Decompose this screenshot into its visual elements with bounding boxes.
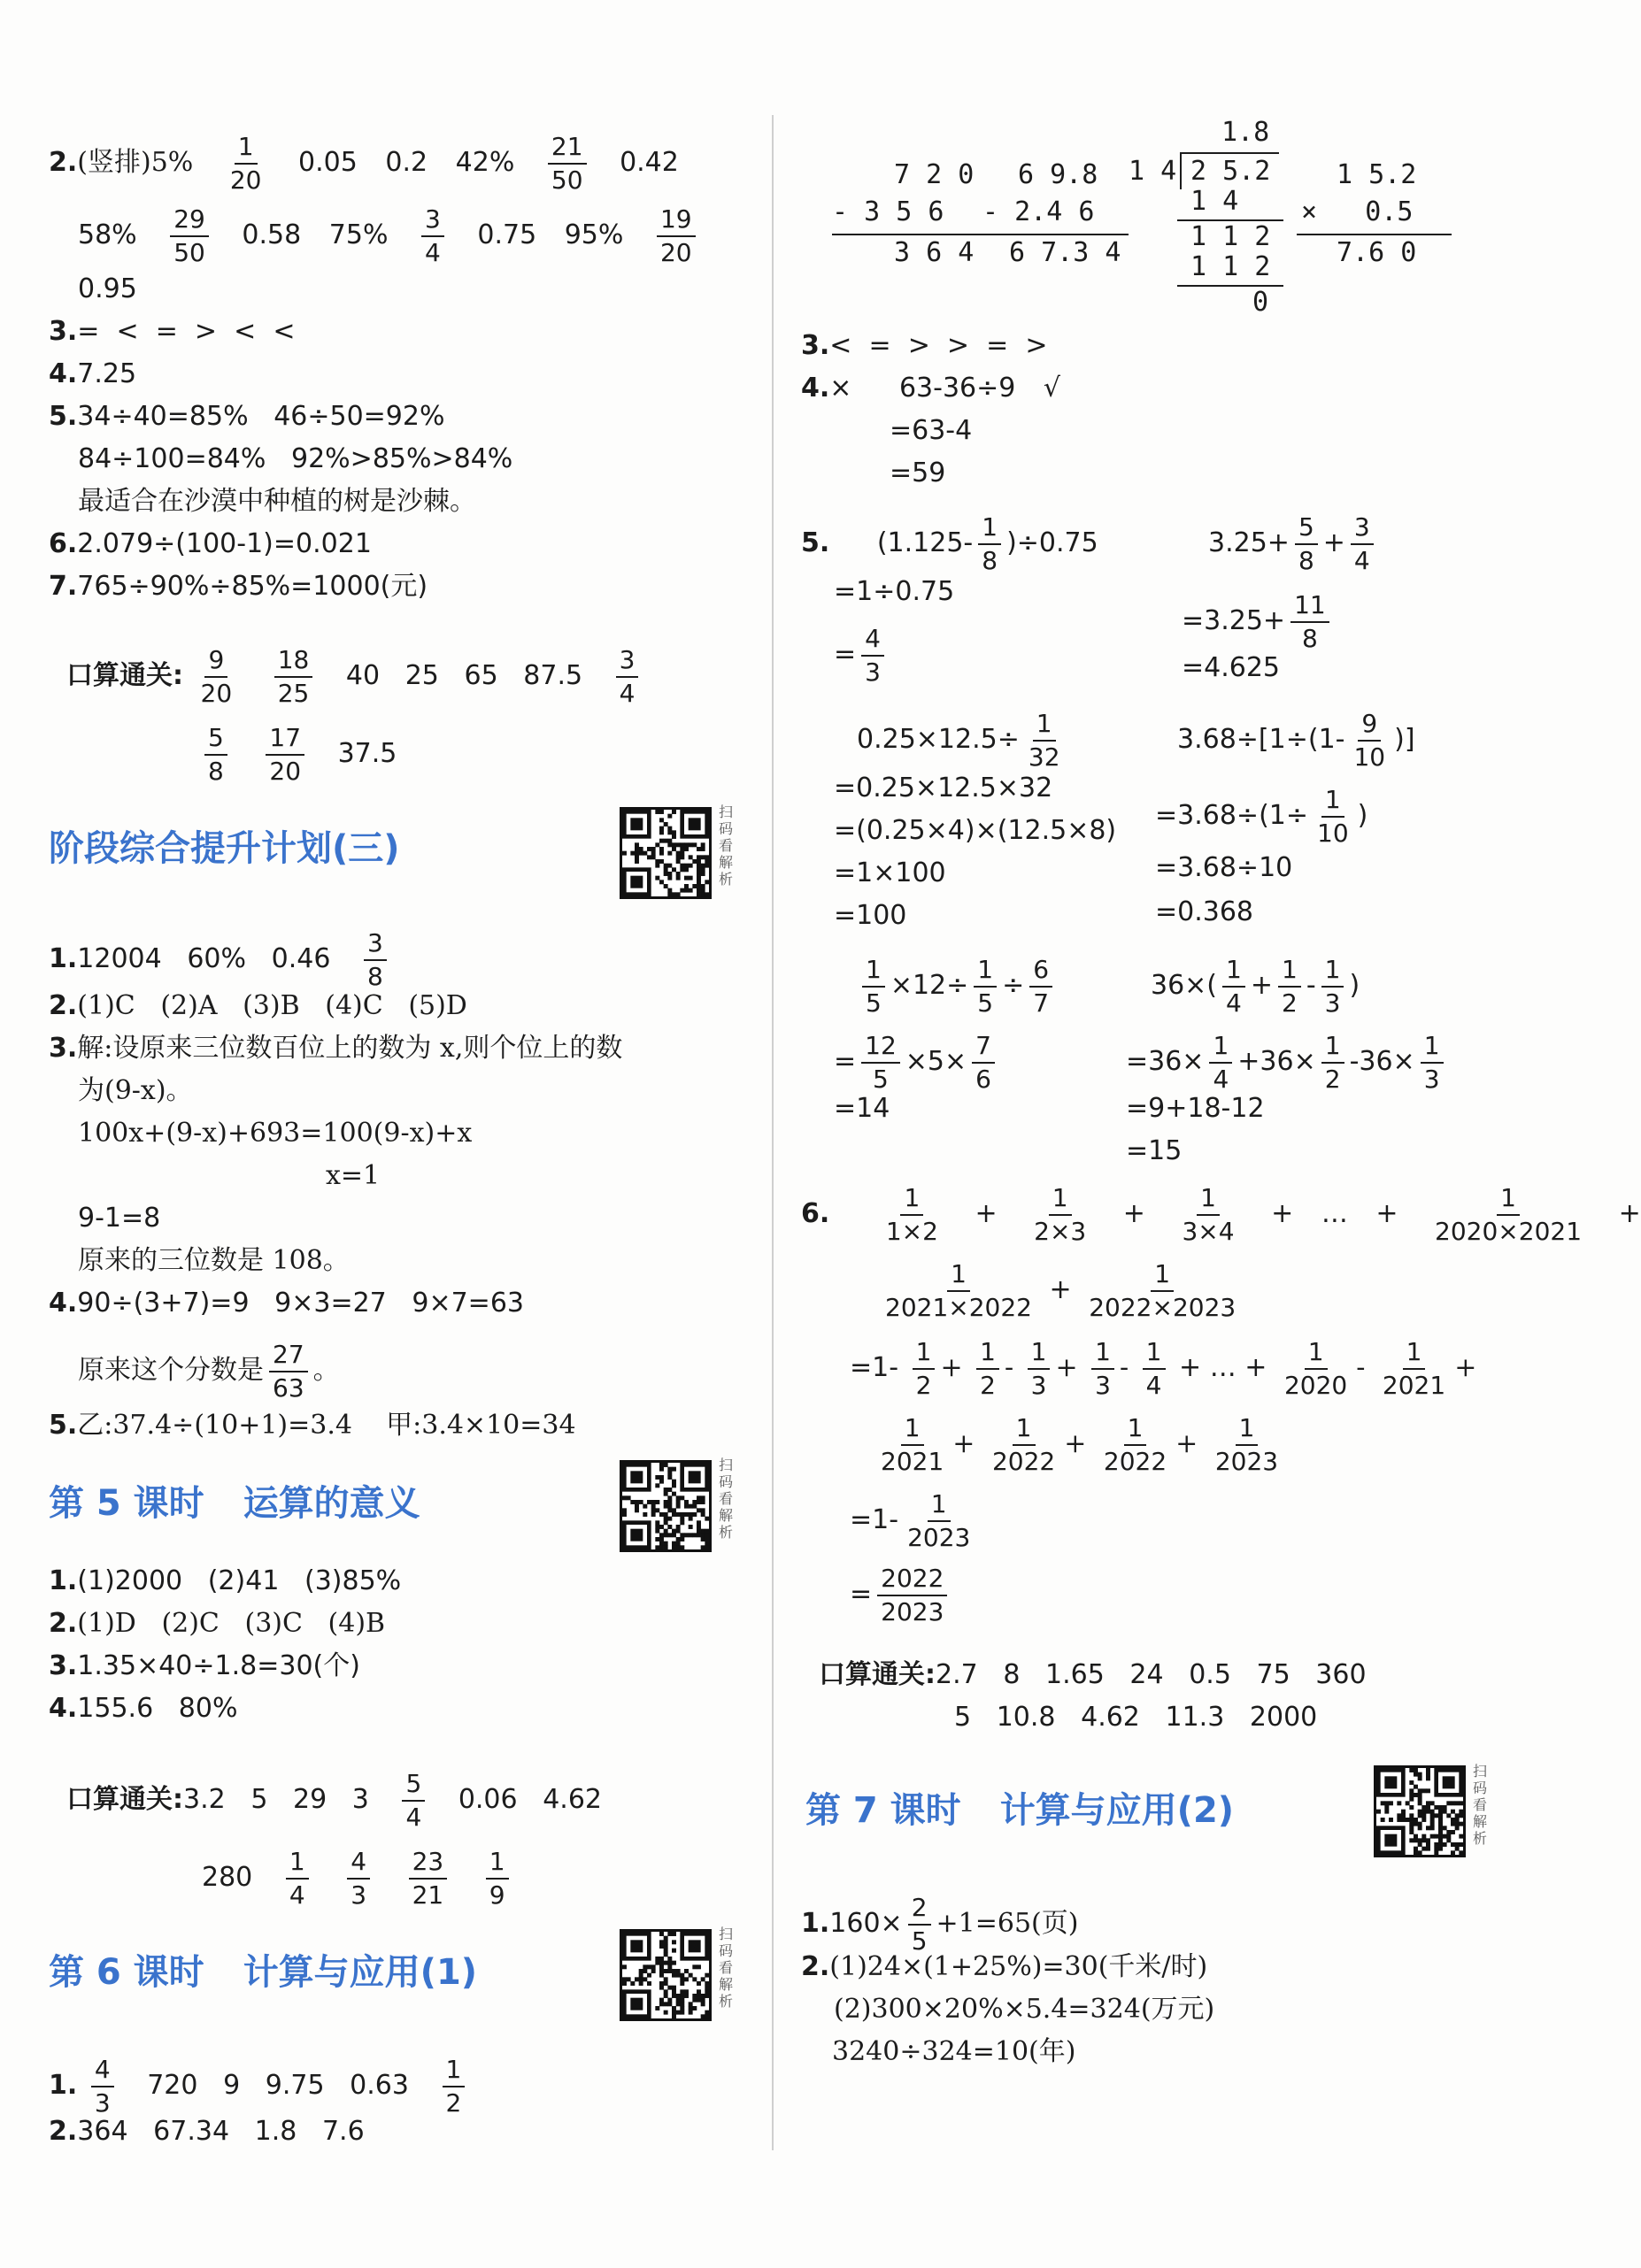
stage3-q3-l5: 9-1=8 bbox=[78, 1203, 161, 1234]
qr-code-icon[interactable] bbox=[1374, 1765, 1466, 1857]
lesson-number: 第 5 课时 bbox=[49, 1483, 204, 1524]
expr-text: - bbox=[1306, 970, 1316, 1001]
right-q5-e4-l2 bbox=[1155, 786, 1368, 848]
left-q3 bbox=[49, 315, 295, 349]
fraction: $\frac{5}{8}$ bbox=[1295, 513, 1318, 575]
fraction: $\frac{1}{2022}$ bbox=[991, 1413, 1056, 1476]
expr-text: + bbox=[1322, 527, 1345, 558]
vcalc-row: 0 bbox=[1252, 287, 1269, 318]
right-q4-l1 bbox=[801, 372, 1060, 405]
answer-text: 2.079÷(100-1)=0.021 bbox=[77, 528, 372, 559]
fraction: $\frac{27}{63}$ bbox=[269, 1341, 308, 1403]
q-number: 1. bbox=[49, 2070, 78, 2101]
right-q5-e3-l4: =1×100 bbox=[834, 857, 946, 888]
fraction: $\frac{1}{4}$ bbox=[1209, 1032, 1232, 1094]
lesson-title: 计算与应用(1) bbox=[243, 1952, 478, 1993]
answer-value: 58% bbox=[78, 219, 137, 250]
right-q5-e1-l1 bbox=[801, 513, 1098, 575]
stage3-q4-l2 bbox=[78, 1341, 340, 1403]
answer-value: 0.58 bbox=[242, 219, 302, 250]
expr-text: =1- bbox=[850, 1504, 899, 1535]
fraction: $\frac{11}{8}$ bbox=[1290, 591, 1329, 653]
fraction: $\frac{1}{3}$ bbox=[1091, 1338, 1114, 1400]
expr-text: = bbox=[834, 1046, 857, 1077]
expr-text: = bbox=[834, 639, 857, 670]
fraction: $\frac{1}{5}$ bbox=[974, 956, 997, 1018]
right-q5-e6-l3: =9+18-12 bbox=[1126, 1093, 1265, 1124]
vcalc-row: - 3 5 6 bbox=[832, 196, 944, 227]
division-bracket bbox=[1180, 152, 1182, 189]
answer-text: 765÷90%÷85%=1000(元) bbox=[77, 571, 428, 602]
fraction: $\frac{1}{32}$ bbox=[1028, 709, 1060, 772]
fraction: $\frac{3}{8}$ bbox=[364, 929, 387, 991]
right-q5-e3-l1 bbox=[857, 710, 1069, 772]
lesson-number: 第 7 课时 bbox=[805, 1790, 961, 1831]
fraction: $\frac{1}{20}$ bbox=[229, 132, 262, 195]
right-q5-e5-l2 bbox=[834, 1032, 1000, 1094]
qr-scan-label: 扫码看解析 bbox=[1472, 1763, 1487, 1847]
q-number: 2. bbox=[49, 147, 78, 178]
answer-value: 0.75 bbox=[477, 219, 537, 250]
expr-text: 3.25+ bbox=[1208, 527, 1290, 558]
right-q5-e5-l3: =14 bbox=[834, 1093, 890, 1124]
lesson7-q2-l1 bbox=[801, 1950, 1207, 1984]
vcalc-row: 1 4 bbox=[1129, 156, 1177, 187]
fraction: $\frac{1}{2020\times 2021}$ bbox=[1435, 1183, 1583, 1246]
fraction: $\frac{29}{50}$ bbox=[170, 205, 209, 267]
right-q5-e2-l2 bbox=[1182, 591, 1335, 653]
q-number: 4. bbox=[49, 1693, 78, 1724]
qr-scan-label: 扫码看解析 bbox=[718, 803, 733, 888]
operator: + bbox=[1271, 1198, 1294, 1229]
qr-code-icon[interactable] bbox=[620, 1929, 712, 2021]
expr-text: =3.68÷(1÷ bbox=[1155, 800, 1308, 831]
fraction: $\frac{1}{2021}$ bbox=[881, 1413, 944, 1476]
operator: + bbox=[1618, 1198, 1641, 1229]
stage3-q3-l6: 原来的三位数是 108。 bbox=[78, 1245, 350, 1276]
answer-text: 12004 60% 0.46 bbox=[77, 943, 331, 974]
expr-text: ) bbox=[1357, 800, 1368, 831]
oral-values: 0.06 4.62 bbox=[458, 1784, 603, 1815]
vcalc-row: - 2.4 6 bbox=[982, 196, 1095, 227]
vcalc-row: 3 6 4 bbox=[894, 237, 975, 268]
oral-label: 口算通关: bbox=[66, 1784, 183, 1815]
expr-text: =36× bbox=[1126, 1046, 1205, 1077]
lesson6-q2 bbox=[49, 2115, 365, 2149]
vcalc-row: 7 2 0 bbox=[894, 159, 975, 190]
q-number: 4. bbox=[49, 358, 78, 389]
fraction: $\frac{4}{3}$ bbox=[91, 2056, 114, 2118]
lesson-title: 运算的意义 bbox=[243, 1483, 420, 1524]
lesson7-q2-l2: (2)300×20%×5.4=324(万元) bbox=[834, 1994, 1215, 2025]
stage3-q2 bbox=[49, 989, 467, 1023]
answer-text: 7.25 bbox=[77, 358, 137, 389]
q-number: 4. bbox=[801, 373, 830, 404]
expr-text: 0.25×12.5÷ bbox=[857, 724, 1020, 755]
vertical-multiplication bbox=[1292, 159, 1469, 274]
operator: + bbox=[1049, 1274, 1072, 1305]
section-title-stage3: 阶段综合提升计划(三) bbox=[49, 828, 400, 869]
check-mark: √ bbox=[1043, 373, 1061, 404]
q-number: 6. bbox=[801, 1198, 830, 1229]
answer-text: 。 bbox=[312, 1355, 340, 1386]
right-q5-e6-l2 bbox=[1126, 1032, 1449, 1094]
q-number: 2. bbox=[49, 1608, 78, 1639]
qr-code-icon[interactable] bbox=[620, 807, 712, 899]
q-number: 5. bbox=[801, 527, 830, 558]
stage3-q5 bbox=[49, 1409, 576, 1442]
expr-text: = bbox=[850, 1579, 873, 1610]
left-q5-l3: 最适合在沙漠中种植的树是沙棘。 bbox=[78, 486, 476, 517]
q-number: 1. bbox=[49, 943, 78, 974]
q-number: 3. bbox=[801, 330, 830, 361]
qr-scan-label: 扫码看解析 bbox=[718, 1457, 733, 1541]
fraction: $\frac{1}{2}$ bbox=[443, 2056, 466, 2118]
q-number: 1. bbox=[49, 1565, 78, 1596]
vcalc-row: 2 5.2 bbox=[1190, 156, 1271, 187]
left-q4 bbox=[49, 357, 136, 391]
right-q6-r1 bbox=[801, 1184, 1641, 1246]
fraction: $\frac{23}{21}$ bbox=[409, 1848, 448, 1910]
oral-values: 3.2 5 29 3 bbox=[183, 1784, 369, 1815]
expr-text: 3.68÷[1÷(1- bbox=[1177, 724, 1345, 755]
expr-text: )÷0.75 bbox=[1006, 527, 1098, 558]
stage3-q3-l2: 为(9-x)。 bbox=[78, 1075, 193, 1106]
fraction: $\frac{4}{3}$ bbox=[347, 1848, 370, 1910]
fraction: $\frac{1}{10}$ bbox=[1317, 785, 1349, 848]
left-q2-row2 bbox=[78, 205, 701, 267]
oral-label: 口算通关: bbox=[66, 660, 183, 691]
fraction: $\frac{4}{3}$ bbox=[861, 625, 884, 687]
lesson-title: 计算与应用(2) bbox=[999, 1790, 1235, 1831]
answer-text: 720 9 9.75 0.63 bbox=[147, 2070, 409, 2101]
vcalc-row: 1 5.2 bbox=[1337, 159, 1417, 190]
fraction: $\frac{1}{5}$ bbox=[862, 956, 885, 1018]
qr-code-icon[interactable] bbox=[620, 1460, 712, 1552]
q-number: 2. bbox=[49, 2116, 78, 2147]
fraction: $\frac{1}{2\times 3}$ bbox=[1034, 1183, 1087, 1246]
left-q2-row1 bbox=[49, 133, 679, 195]
oral-values: 280 bbox=[202, 1862, 253, 1893]
q-number: 6. bbox=[49, 528, 78, 559]
lesson5-q3 bbox=[49, 1649, 360, 1683]
right-q5-e4-l4: =0.368 bbox=[1155, 896, 1254, 927]
answer-text: < = > > = > bbox=[829, 330, 1048, 361]
q-number: 5. bbox=[49, 401, 78, 432]
qr-scan-label: 扫码看解析 bbox=[718, 1926, 733, 2010]
q-number: 5. bbox=[49, 1410, 78, 1441]
expr-text: )] bbox=[1394, 724, 1415, 755]
stage3-q3-l4: x=1 bbox=[326, 1160, 381, 1191]
vcalc-line bbox=[1297, 234, 1452, 235]
right-q5-e5-l1 bbox=[857, 956, 1058, 1018]
fraction: $\frac{1}{2022\times 2023}$ bbox=[1089, 1259, 1237, 1322]
q-number: 7. bbox=[49, 571, 78, 602]
q-number: 3. bbox=[49, 316, 78, 347]
fraction: $\frac{9}{20}$ bbox=[200, 645, 233, 708]
lesson5-oral-row2 bbox=[202, 1848, 514, 1910]
fraction: $\frac{1}{9}$ bbox=[486, 1848, 509, 1910]
expr-text: ×5× bbox=[905, 1046, 967, 1077]
fraction: $\frac{1}{4}$ bbox=[1222, 956, 1245, 1018]
answer-text: 155.6 80% bbox=[77, 1693, 238, 1724]
fraction: $\frac{1}{3}$ bbox=[1421, 1032, 1444, 1094]
expr-text: (1.125- bbox=[876, 527, 974, 558]
left-q7 bbox=[49, 570, 428, 604]
expr-text: =3.25+ bbox=[1182, 605, 1286, 636]
stage3-q3-l1 bbox=[49, 1032, 622, 1065]
fraction: $\frac{7}{6}$ bbox=[972, 1032, 995, 1094]
fraction: $\frac{1}{3\times 4}$ bbox=[1182, 1183, 1235, 1246]
fraction: $\frac{18}{25}$ bbox=[274, 646, 313, 708]
right-q4-l3: =59 bbox=[890, 457, 946, 488]
fraction: $\frac{1}{8}$ bbox=[978, 513, 1001, 575]
right-q4-l2: =63-4 bbox=[890, 415, 973, 446]
fraction: $\frac{1}{3}$ bbox=[1321, 956, 1344, 1018]
left-q5-l2: 84÷100=84% 92%>85%>84% bbox=[78, 443, 513, 474]
lesson7-q2-l3: 3240÷324=10(年) bbox=[832, 2036, 1076, 2067]
expr-text: ) bbox=[1349, 970, 1360, 1001]
left-q6 bbox=[49, 527, 372, 561]
fraction: $\frac{1}{1\times 2}$ bbox=[885, 1183, 938, 1246]
stage3-q3-l3: 100x+(9-x)+693=100(9-x)+x bbox=[78, 1118, 473, 1149]
answer-text: 解:设原来三位数百位上的数为 x,则个位上的数 bbox=[77, 1033, 623, 1064]
right-q5-e1-l3 bbox=[834, 625, 890, 687]
answer-text: = < = > < < bbox=[77, 316, 296, 347]
stage3-q1 bbox=[49, 929, 392, 991]
answer-text: 90÷(3+7)=9 9×3=27 9×7=63 bbox=[77, 1288, 524, 1319]
section-title-lesson6 bbox=[49, 1951, 477, 1994]
answer-value: 95% bbox=[564, 219, 624, 250]
answer-text: (1)24×(1+25%)=30(千米/时) bbox=[829, 1951, 1208, 1982]
answer-text: (1)2000 (2)41 (3)85% bbox=[77, 1565, 402, 1596]
operator: + bbox=[1375, 1198, 1398, 1229]
fraction: $\frac{2022}{2023}$ bbox=[877, 1565, 947, 1626]
expr-text: +36× bbox=[1237, 1046, 1316, 1077]
fraction: $\frac{1}{4}$ bbox=[286, 1848, 309, 1910]
fraction: $\frac{1}{2021\times 2022}$ bbox=[885, 1259, 1032, 1322]
fraction: $\frac{9}{10}$ bbox=[1353, 709, 1386, 772]
fraction: $\frac{17}{20}$ bbox=[266, 724, 304, 786]
answer-text: (竖排)5% bbox=[77, 147, 194, 178]
lesson5-q2 bbox=[49, 1607, 385, 1641]
vcalc-row: × 0.5 bbox=[1301, 196, 1414, 227]
lesson5-oral-row1 bbox=[66, 1770, 602, 1832]
lesson-number: 第 6 课时 bbox=[49, 1952, 204, 1993]
right-q6-r4: $\frac{1}{2021}$ + $\frac{1}{2022}$ + $\frac{1}{2022}$ + $\frac{1}{2023}$ bbox=[872, 1414, 1287, 1476]
fraction: $\frac{12}{5}$ bbox=[861, 1032, 900, 1094]
right-oral-row2: 5 10.8 4.62 11.3 2000 bbox=[954, 1702, 1318, 1733]
expr-text: ×12÷ bbox=[890, 970, 969, 1001]
answer-text: (1)C (2)A (3)B (4)C (5)D bbox=[77, 990, 467, 1021]
answer-value: 75% bbox=[328, 219, 389, 250]
vcalc-row: 6 9.8 bbox=[1018, 159, 1098, 190]
fraction: $\frac{1}{2021}$ bbox=[1382, 1337, 1446, 1400]
fraction: $\frac{1}{2023}$ bbox=[1214, 1413, 1279, 1476]
answer-text: 乙:37.4÷(10+1)=3.4 甲:3.4×10=34 bbox=[77, 1410, 576, 1441]
left-oral-row1 bbox=[66, 646, 643, 708]
answer-value: 0.2 bbox=[385, 147, 428, 178]
oral-values: 2.7 8 1.65 24 0.5 75 360 bbox=[936, 1659, 1367, 1690]
fraction: $\frac{3}{4}$ bbox=[421, 205, 444, 267]
lesson5-q4 bbox=[49, 1692, 237, 1726]
vcalc-row: 1 4 bbox=[1190, 186, 1239, 217]
right-q6-r6 bbox=[850, 1565, 952, 1626]
right-q5-e3-l5: =100 bbox=[834, 900, 907, 931]
fraction: $\frac{6}{7}$ bbox=[1029, 956, 1052, 1018]
answer-value: 42% bbox=[455, 147, 515, 178]
vcalc-row: 7.6 0 bbox=[1337, 237, 1417, 268]
fraction: $\frac{1}{2}$ bbox=[1278, 956, 1301, 1018]
stage3-q4-l1 bbox=[49, 1287, 524, 1320]
answer-text: 34÷40=85% 46÷50=92% bbox=[77, 401, 445, 432]
fraction: $\frac{1}{2022}$ bbox=[1103, 1413, 1167, 1476]
vcalc-row: 1.8 bbox=[1221, 117, 1270, 148]
fraction: $\frac{3}{4}$ bbox=[616, 646, 639, 708]
vcalc-row: 6 7.3 4 bbox=[1009, 237, 1121, 268]
expr-text: 36×( bbox=[1151, 970, 1218, 1001]
lesson5-q1 bbox=[49, 1565, 401, 1598]
fraction: $\frac{1}{4}$ bbox=[1143, 1338, 1166, 1400]
right-q5-e2-l1 bbox=[1208, 513, 1379, 575]
fraction: $\frac{5}{4}$ bbox=[402, 1770, 425, 1832]
vcalc-row: 1 1 2 bbox=[1190, 221, 1271, 252]
expr-text: 160× bbox=[829, 1908, 903, 1939]
oral-values: 40 25 65 87.5 bbox=[345, 660, 583, 691]
q-number: 2. bbox=[801, 1951, 830, 1982]
ellipsis: … bbox=[1209, 1352, 1237, 1383]
right-q5-e4-l1 bbox=[1177, 710, 1415, 772]
expr-text: =1- bbox=[850, 1352, 899, 1383]
fraction: $\frac{1}{2}$ bbox=[1321, 1032, 1344, 1094]
fraction: $\frac{1}{2023}$ bbox=[907, 1489, 971, 1552]
right-q5-e6-l1 bbox=[1151, 956, 1360, 1018]
right-q6-r5 bbox=[850, 1490, 979, 1552]
expr-text: + bbox=[1250, 970, 1273, 1001]
operator: + bbox=[1122, 1198, 1145, 1229]
vcalc-line bbox=[982, 234, 1129, 235]
lesson7-q1 bbox=[801, 1894, 1078, 1956]
right-q5-e6-l4: =15 bbox=[1126, 1135, 1183, 1166]
column-divider bbox=[772, 115, 774, 2150]
fraction: $\frac{1}{2}$ bbox=[976, 1338, 999, 1400]
operator: + bbox=[975, 1198, 998, 1229]
right-q6-r2 bbox=[876, 1260, 1244, 1322]
answer-value: 0.42 bbox=[620, 147, 679, 178]
vcalc-row: 1 1 2 bbox=[1190, 251, 1271, 282]
answer-text: 1.35×40÷1.8=30(个) bbox=[77, 1650, 360, 1681]
right-oral-row1 bbox=[819, 1658, 1367, 1692]
q-number: 4. bbox=[49, 1288, 78, 1319]
vertical-subtraction-2 bbox=[974, 159, 1151, 274]
q-number: 2. bbox=[49, 990, 78, 1021]
right-q5-e2-l3: =4.625 bbox=[1182, 652, 1281, 683]
fraction: $\frac{1}{2020}$ bbox=[1283, 1337, 1348, 1400]
oral-values: 37.5 bbox=[337, 738, 397, 769]
q-number: 1. bbox=[801, 1908, 830, 1939]
fraction: $\frac{1}{2}$ bbox=[913, 1338, 936, 1400]
left-q5-l1 bbox=[49, 400, 445, 434]
right-q5-e3-l3: =(0.25×4)×(12.5×8) bbox=[834, 815, 1117, 846]
ellipsis: … bbox=[1321, 1198, 1348, 1229]
vcalc-line bbox=[832, 234, 991, 235]
answer-text: 63-36÷9 bbox=[898, 373, 1016, 404]
fraction: $\frac{3}{4}$ bbox=[1351, 513, 1374, 575]
right-q5-e3-l2: =0.25×12.5×32 bbox=[834, 773, 1053, 803]
fraction: $\frac{2}{5}$ bbox=[908, 1894, 931, 1956]
left-q2-row3: 0.95 bbox=[78, 273, 137, 304]
cross-mark: × bbox=[829, 373, 852, 404]
expr-text: +1=65(页) bbox=[936, 1908, 1079, 1939]
answer-text: 364 67.34 1.8 7.6 bbox=[77, 2116, 365, 2147]
section-title-lesson5 bbox=[49, 1482, 420, 1525]
answer-text: 原来这个分数是 bbox=[78, 1355, 264, 1386]
expr-text: -36× bbox=[1349, 1046, 1415, 1077]
vcalc-line bbox=[1182, 152, 1279, 154]
q-number: 3. bbox=[49, 1650, 78, 1681]
fraction: $\frac{1}{3}$ bbox=[1028, 1338, 1051, 1400]
lesson6-q1 bbox=[49, 2056, 470, 2118]
fraction: $\frac{21}{50}$ bbox=[548, 133, 587, 195]
right-q6-r3: =1- $\frac{1}{2}$ + $\frac{1}{2}$ - $\frac{1}{3}$ + $\frac{1}{3}$ - $\frac{1}{4}$ + … + $\frac{1}{2020}$ - $\frac{1}{2021}$ + bbox=[850, 1337, 1477, 1400]
answer-text: (1)D (2)C (3)C (4)B bbox=[77, 1608, 386, 1639]
answer-value: 0.05 bbox=[298, 147, 358, 178]
right-q5-e4-l3: =3.68÷10 bbox=[1155, 852, 1293, 883]
oral-label: 口算通关: bbox=[819, 1659, 936, 1690]
left-oral-row2 bbox=[199, 724, 397, 786]
right-q3 bbox=[801, 329, 1047, 363]
right-q5-e1-l2: =1÷0.75 bbox=[834, 576, 955, 607]
expr-text: ÷ bbox=[1002, 970, 1025, 1001]
fraction: $\frac{19}{20}$ bbox=[657, 205, 696, 267]
vertical-division bbox=[1129, 117, 1297, 329]
q-number: 3. bbox=[49, 1033, 78, 1064]
fraction: $\frac{5}{8}$ bbox=[204, 724, 227, 786]
section-title-lesson7 bbox=[805, 1789, 1234, 1832]
